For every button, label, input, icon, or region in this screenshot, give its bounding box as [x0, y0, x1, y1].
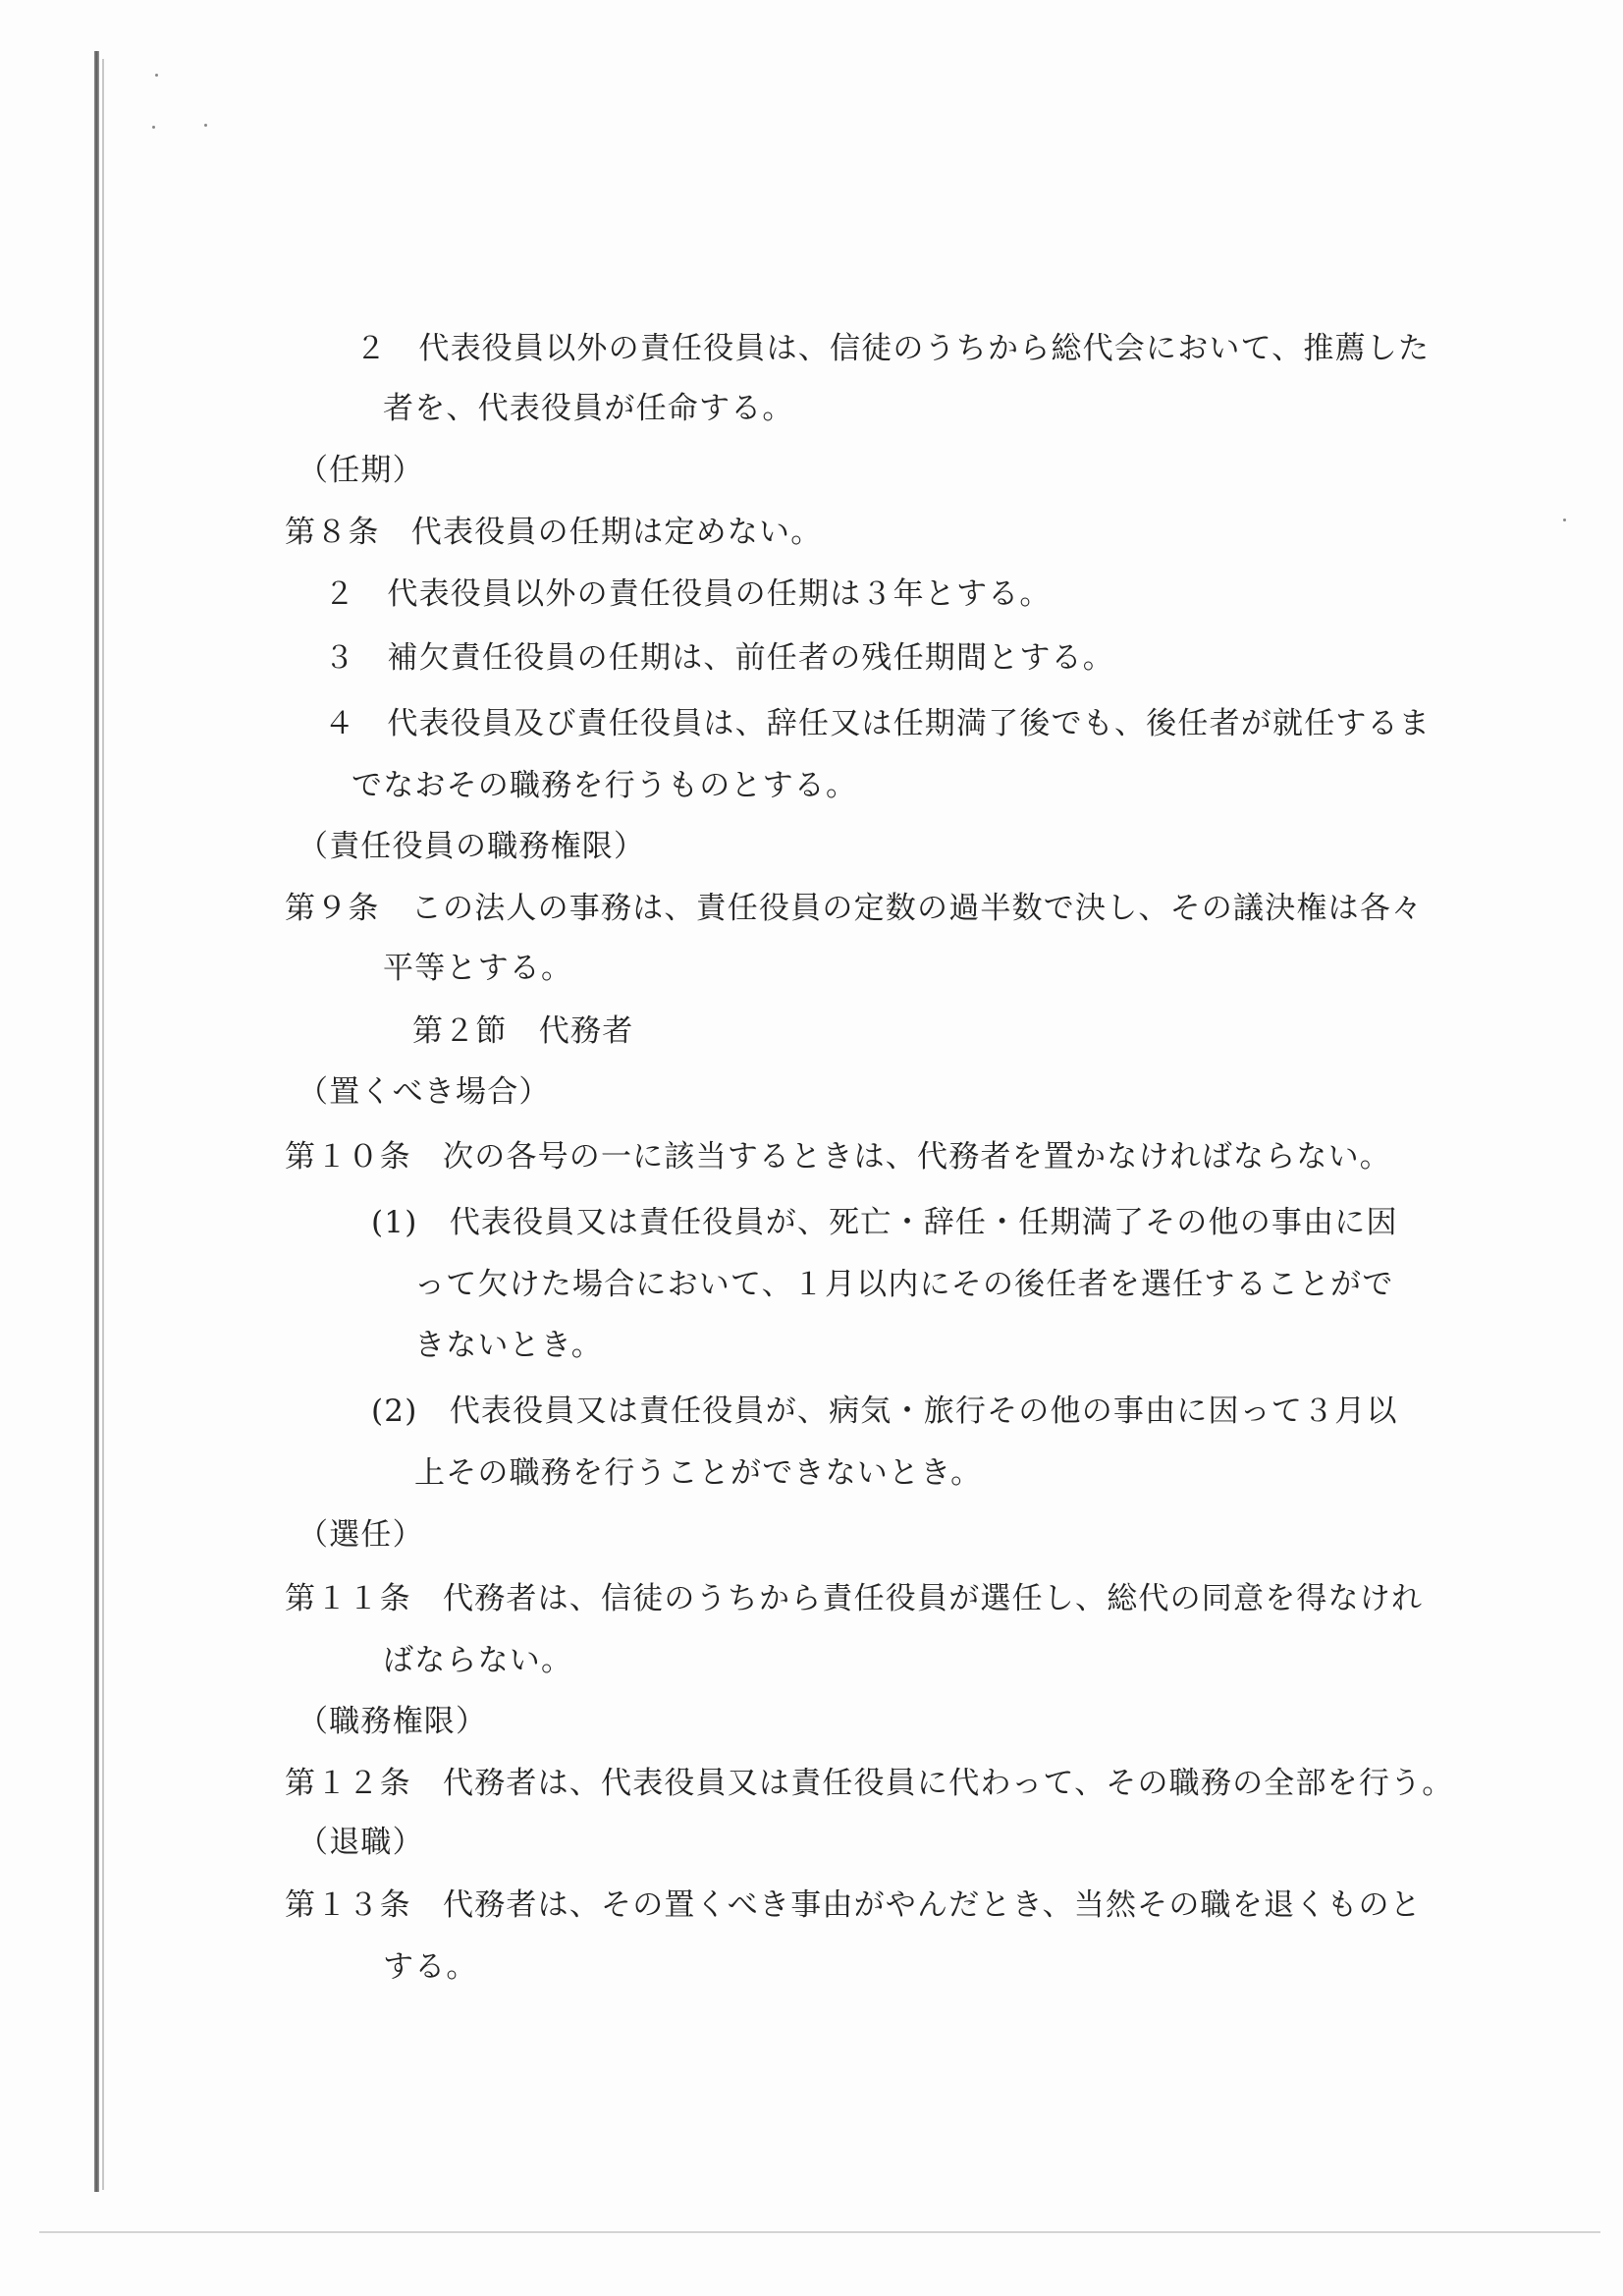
section-heading: （選任）: [298, 1517, 424, 1553]
section-heading: （置くべき場合）: [298, 1074, 551, 1110]
clause-line: ３ 補欠責任役員の任期は、前任者の残任期間とする。: [324, 640, 1114, 676]
item-line: (2) 代表役員又は責任役員が、病気・旅行その他の事由に因って３月以: [371, 1394, 1398, 1429]
article-line: 第８条 代表役員の任期は定めない。: [285, 515, 823, 550]
scan-bottom-edge: [39, 2231, 1600, 2233]
article-line: 第１１条 代務者は、信徒のうちから責任役員が選任し、総代の同意を得なけれ: [285, 1581, 1424, 1616]
item-line: 上その職務を行うことができないとき。: [414, 1455, 983, 1491]
item-line: (1) 代表役員又は責任役員が、死亡・辞任・任期満了その他の事由に因: [371, 1205, 1398, 1240]
scan-speck: [155, 74, 158, 77]
section-heading: （職務権限）: [298, 1704, 488, 1739]
chapter-section-title: 第２節 代務者: [412, 1013, 634, 1049]
clause-line: ２ 代表役員以外の責任役員の任期は３年とする。: [324, 576, 1052, 612]
scan-speck: [204, 124, 207, 127]
item-line: って欠けた場合において、１月以内にその後任者を選任することがで: [414, 1267, 1394, 1302]
clause-line: ４ 代表役員及び責任役員は、辞任又は任期満了後でも、後任者が就任するま: [324, 706, 1431, 741]
scan-speck: [1563, 519, 1566, 521]
article-line: 第１３条 代務者は、その置くべき事由がやんだとき、当然その職を退くものと: [285, 1887, 1422, 1923]
binding-edge: [94, 51, 99, 2192]
article-line: 第１２条 代務者は、代表役員又は責任役員に代わって、その職務の全部を行う。: [285, 1766, 1454, 1801]
section-heading: （退職）: [298, 1825, 424, 1860]
clause-line: 者を、代表役員が任命する。: [383, 391, 794, 426]
item-line: きないとき。: [414, 1328, 603, 1363]
clause-line: 平等とする。: [383, 951, 573, 986]
clause-line: でなおその職務を行うものとする。: [352, 768, 858, 803]
article-line: 第９条 この法人の事務は、責任役員の定数の過半数で決し、その議決権は各々: [285, 891, 1424, 926]
section-heading: （任期）: [298, 453, 424, 488]
article-line: 第１０条 次の各号の一に該当するときは、代務者を置かなければならない。: [285, 1139, 1391, 1175]
clause-line: ばならない。: [383, 1643, 573, 1678]
clause-line: ２ 代表役員以外の責任役員は、信徒のうちから総代会において、推薦した: [355, 331, 1431, 366]
clause-line: する。: [383, 1949, 478, 1985]
section-heading: （責任役員の職務権限）: [298, 829, 646, 864]
binding-edge-shadow: [102, 59, 104, 2190]
scan-speck: [152, 126, 155, 129]
